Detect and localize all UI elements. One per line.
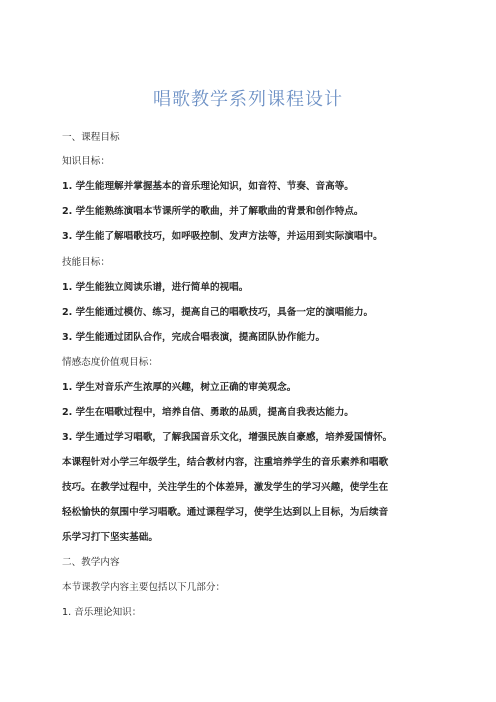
- list-item: 1. 学生能独立阅读乐谱，进行简单的视唱。: [62, 282, 249, 293]
- paragraph-line: 技巧。在教学过程中，关注学生的个体差异，激发学生的学习兴趣，使学生在: [62, 482, 389, 493]
- section-heading: 二、教学内容: [62, 557, 120, 568]
- list-item: 2. 学生在唱歌过程中，培养自信、勇敢的品质，提高自我表达能力。: [62, 407, 354, 418]
- list-item: 2. 学生能通过模仿、练习，提高自己的唱歌技巧，具备一定的演唱能力。: [62, 307, 374, 318]
- paragraph-line: 轻松愉快的氛围中学习唱歌。通过课程学习，使学生达到以上目标，为后续音: [62, 507, 389, 518]
- subheading: 情感态度价值观目标：: [62, 357, 158, 368]
- subheading: 技能目标：: [62, 257, 110, 268]
- paragraph-line: 本节课教学内容主要包括以下几部分：: [62, 582, 226, 593]
- list-item: 1. 音乐理论知识：: [62, 607, 142, 618]
- list-item: 1. 学生能理解并掌握基本的音乐理论知识，如音符、节奏、音高等。: [62, 181, 354, 192]
- document-title: 唱歌教学系列课程设计: [153, 89, 343, 110]
- subheading: 知识目标：: [62, 156, 110, 167]
- list-item: 3. 学生通过学习唱歌，了解我国音乐文化，增强民族自豪感，培养爱国情怀。: [62, 432, 393, 443]
- paragraph-line: 本课程针对小学三年级学生，结合教材内容，注重培养学生的音乐素养和唱歌: [62, 457, 389, 468]
- paragraph-line: 乐学习打下坚实基础。: [62, 532, 158, 543]
- section-heading: 一、课程目标: [62, 132, 120, 143]
- list-item: 1. 学生对音乐产生浓厚的兴趣，树立正确的审美观念。: [62, 382, 297, 393]
- list-item: 2. 学生能熟练演唱本节课所学的歌曲，并了解歌曲的背景和创作特点。: [62, 206, 364, 217]
- list-item: 3. 学生能通过团队合作，完成合唱表演，提高团队协作能力。: [62, 332, 326, 343]
- list-item: 3. 学生能了解唱歌技巧，如呼吸控制、发声方法等，并运用到实际演唱中。: [62, 231, 383, 242]
